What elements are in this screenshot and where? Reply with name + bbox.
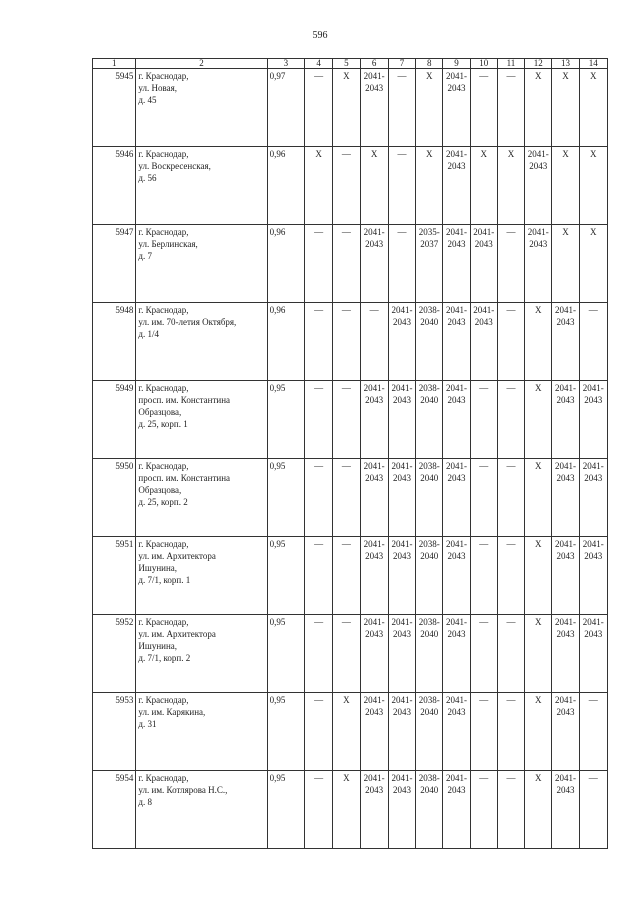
cell-c12: 2041- 2043 xyxy=(525,225,552,303)
wear-coefficient: 0,95 xyxy=(267,693,304,771)
cell-c8: X xyxy=(416,147,443,225)
cell-c5: — xyxy=(333,537,360,615)
cell-c10: — xyxy=(470,69,497,147)
table-row xyxy=(93,381,608,459)
cell-c13: 2041- 2043 xyxy=(552,537,579,615)
table-row xyxy=(93,459,608,537)
column-header: 7 xyxy=(388,59,415,69)
cell-c9: 2041- 2043 xyxy=(443,615,470,693)
cell-c11: — xyxy=(497,771,524,849)
cell-c7: 2041- 2043 xyxy=(388,615,415,693)
cell-c9: 2041- 2043 xyxy=(443,225,470,303)
cell-c11: — xyxy=(497,693,524,771)
cell-c5: X xyxy=(333,69,360,147)
record-number: 5954 xyxy=(93,771,136,849)
cell-c9: 2041- 2043 xyxy=(443,147,470,225)
cell-c10: — xyxy=(470,615,497,693)
record-number: 5950 xyxy=(93,459,136,537)
cell-c9: 2041- 2043 xyxy=(443,381,470,459)
cell-c6: 2041- 2043 xyxy=(360,537,388,615)
cell-c9: 2041- 2043 xyxy=(443,303,470,381)
cell-c12: X xyxy=(525,69,552,147)
wear-coefficient: 0,96 xyxy=(267,147,304,225)
cell-c8: 2038- 2040 xyxy=(416,537,443,615)
record-number: 5948 xyxy=(93,303,136,381)
cell-c13: 2041- 2043 xyxy=(552,381,579,459)
cell-c12: 2041- 2043 xyxy=(525,147,552,225)
column-header: 11 xyxy=(497,59,524,69)
cell-c4: — xyxy=(305,303,333,381)
cell-c14: — xyxy=(579,303,607,381)
cell-c12: X xyxy=(525,693,552,771)
cell-c10: — xyxy=(470,381,497,459)
cell-c7: — xyxy=(388,147,415,225)
cell-c7: — xyxy=(388,69,415,147)
cell-c4: — xyxy=(305,225,333,303)
wear-coefficient: 0,96 xyxy=(267,225,304,303)
cell-c5: — xyxy=(333,381,360,459)
cell-c14: — xyxy=(579,693,607,771)
cell-c7: 2041- 2043 xyxy=(388,771,415,849)
cell-c8: X xyxy=(416,69,443,147)
cell-c10: X xyxy=(470,147,497,225)
cell-c5: — xyxy=(333,225,360,303)
cell-c4: — xyxy=(305,69,333,147)
address-cell: г. Краснодар, ул. Воскресенская, д. 56 xyxy=(136,147,267,225)
cell-c4: — xyxy=(305,381,333,459)
cell-c13: 2041- 2043 xyxy=(552,615,579,693)
cell-c5: X xyxy=(333,693,360,771)
table-row xyxy=(93,615,608,693)
column-header: 10 xyxy=(470,59,497,69)
cell-c12: X xyxy=(525,771,552,849)
cell-c4: — xyxy=(305,693,333,771)
record-number: 5949 xyxy=(93,381,136,459)
column-header: 8 xyxy=(416,59,443,69)
cell-c12: X xyxy=(525,303,552,381)
cell-c14: 2041- 2043 xyxy=(579,459,607,537)
cell-c6: 2041- 2043 xyxy=(360,693,388,771)
cell-c9: 2041- 2043 xyxy=(443,69,470,147)
address-cell: г. Краснодар, ул. им. 70-летия Октября, д. 1/4 xyxy=(136,303,267,381)
cell-c10: 2041- 2043 xyxy=(470,303,497,381)
cell-c5: — xyxy=(333,459,360,537)
cell-c7: — xyxy=(388,225,415,303)
wear-coefficient: 0,97 xyxy=(267,69,304,147)
cell-c13: 2041- 2043 xyxy=(552,459,579,537)
cell-c12: X xyxy=(525,537,552,615)
cell-c9: 2041- 2043 xyxy=(443,693,470,771)
cell-c6: 2041- 2043 xyxy=(360,459,388,537)
cell-c13: 2041- 2043 xyxy=(552,693,579,771)
wear-coefficient: 0,95 xyxy=(267,771,304,849)
column-header: 12 xyxy=(525,59,552,69)
cell-c12: X xyxy=(525,615,552,693)
record-number: 5945 xyxy=(93,69,136,147)
cell-c6: 2041- 2043 xyxy=(360,615,388,693)
cell-c14: — xyxy=(579,771,607,849)
table-row xyxy=(93,69,608,147)
cell-c12: X xyxy=(525,459,552,537)
cell-c13: 2041- 2043 xyxy=(552,303,579,381)
record-number: 5946 xyxy=(93,147,136,225)
cell-c6: 2041- 2043 xyxy=(360,771,388,849)
table-row xyxy=(93,225,608,303)
cell-c13: X xyxy=(552,147,579,225)
cell-c6: 2041- 2043 xyxy=(360,381,388,459)
cell-c11: — xyxy=(497,459,524,537)
cell-c11: — xyxy=(497,303,524,381)
record-number: 5947 xyxy=(93,225,136,303)
cell-c10: 2041- 2043 xyxy=(470,225,497,303)
cell-c6: — xyxy=(360,303,388,381)
table-row xyxy=(93,693,608,771)
cell-c14: X xyxy=(579,69,607,147)
cell-c11: — xyxy=(497,381,524,459)
wear-coefficient: 0,95 xyxy=(267,381,304,459)
wear-coefficient: 0,96 xyxy=(267,303,304,381)
cell-c7: 2041- 2043 xyxy=(388,381,415,459)
cell-c11: X xyxy=(497,147,524,225)
cell-c14: 2041- 2043 xyxy=(579,381,607,459)
cell-c6: 2041- 2043 xyxy=(360,69,388,147)
address-cell: г. Краснодар, просп. им. Константина Образцова, д. 25, корп. 1 xyxy=(136,381,267,459)
cell-c8: 2038- 2040 xyxy=(416,459,443,537)
cell-c8: 2035- 2037 xyxy=(416,225,443,303)
registry-table xyxy=(92,58,608,849)
address-cell: г. Краснодар, ул. им. Архитектора Ишунина, д. 7/1, корп. 2 xyxy=(136,615,267,693)
record-number: 5952 xyxy=(93,615,136,693)
column-header: 9 xyxy=(443,59,470,69)
cell-c13: X xyxy=(552,225,579,303)
cell-c7: 2041- 2043 xyxy=(388,537,415,615)
cell-c5: — xyxy=(333,615,360,693)
cell-c9: 2041- 2043 xyxy=(443,771,470,849)
cell-c11: — xyxy=(497,615,524,693)
cell-c11: — xyxy=(497,537,524,615)
cell-c9: 2041- 2043 xyxy=(443,459,470,537)
address-cell: г. Краснодар, просп. им. Константина Образцова, д. 25, корп. 2 xyxy=(136,459,267,537)
record-number: 5953 xyxy=(93,693,136,771)
table-row xyxy=(93,537,608,615)
address-cell: г. Краснодар, ул. Берлинская, д. 7 xyxy=(136,225,267,303)
cell-c8: 2038- 2040 xyxy=(416,771,443,849)
cell-c7: 2041- 2043 xyxy=(388,459,415,537)
column-header: 14 xyxy=(579,59,607,69)
cell-c4: — xyxy=(305,615,333,693)
table-row xyxy=(93,303,608,381)
cell-c7: 2041- 2043 xyxy=(388,693,415,771)
cell-c6: X xyxy=(360,147,388,225)
cell-c8: 2038- 2040 xyxy=(416,303,443,381)
cell-c10: — xyxy=(470,771,497,849)
cell-c4: — xyxy=(305,771,333,849)
cell-c8: 2038- 2040 xyxy=(416,615,443,693)
cell-c11: — xyxy=(497,225,524,303)
cell-c4: X xyxy=(305,147,333,225)
cell-c13: X xyxy=(552,69,579,147)
page-number: 596 xyxy=(312,30,328,41)
column-number-row xyxy=(93,59,608,69)
address-cell: г. Краснодар, ул. им. Котлярова Н.С., д. 8 xyxy=(136,771,267,849)
cell-c5: — xyxy=(333,147,360,225)
cell-c5: — xyxy=(333,303,360,381)
cell-c10: — xyxy=(470,693,497,771)
address-cell: г. Краснодар, ул. им. Карякина, д. 31 xyxy=(136,693,267,771)
cell-c14: X xyxy=(579,225,607,303)
column-header: 1 xyxy=(93,59,136,69)
cell-c14: X xyxy=(579,147,607,225)
table-row xyxy=(93,147,608,225)
record-number: 5951 xyxy=(93,537,136,615)
cell-c6: 2041- 2043 xyxy=(360,225,388,303)
cell-c12: X xyxy=(525,381,552,459)
cell-c5: X xyxy=(333,771,360,849)
cell-c9: 2041- 2043 xyxy=(443,537,470,615)
address-cell: г. Краснодар, ул. им. Архитектора Ишунина, д. 7/1, корп. 1 xyxy=(136,537,267,615)
cell-c14: 2041- 2043 xyxy=(579,615,607,693)
cell-c7: 2041- 2043 xyxy=(388,303,415,381)
address-cell: г. Краснодар, ул. Новая, д. 45 xyxy=(136,69,267,147)
cell-c4: — xyxy=(305,459,333,537)
column-header: 6 xyxy=(360,59,388,69)
wear-coefficient: 0,95 xyxy=(267,615,304,693)
column-header: 13 xyxy=(552,59,579,69)
cell-c4: — xyxy=(305,537,333,615)
cell-c14: 2041- 2043 xyxy=(579,537,607,615)
cell-c10: — xyxy=(470,537,497,615)
column-header: 4 xyxy=(305,59,333,69)
column-header: 3 xyxy=(267,59,304,69)
cell-c10: — xyxy=(470,459,497,537)
cell-c11: — xyxy=(497,69,524,147)
cell-c8: 2038- 2040 xyxy=(416,693,443,771)
table-row xyxy=(93,771,608,849)
wear-coefficient: 0,95 xyxy=(267,459,304,537)
cell-c8: 2038- 2040 xyxy=(416,381,443,459)
cell-c13: 2041- 2043 xyxy=(552,771,579,849)
column-header: 2 xyxy=(136,59,267,69)
wear-coefficient: 0,95 xyxy=(267,537,304,615)
column-header: 5 xyxy=(333,59,360,69)
